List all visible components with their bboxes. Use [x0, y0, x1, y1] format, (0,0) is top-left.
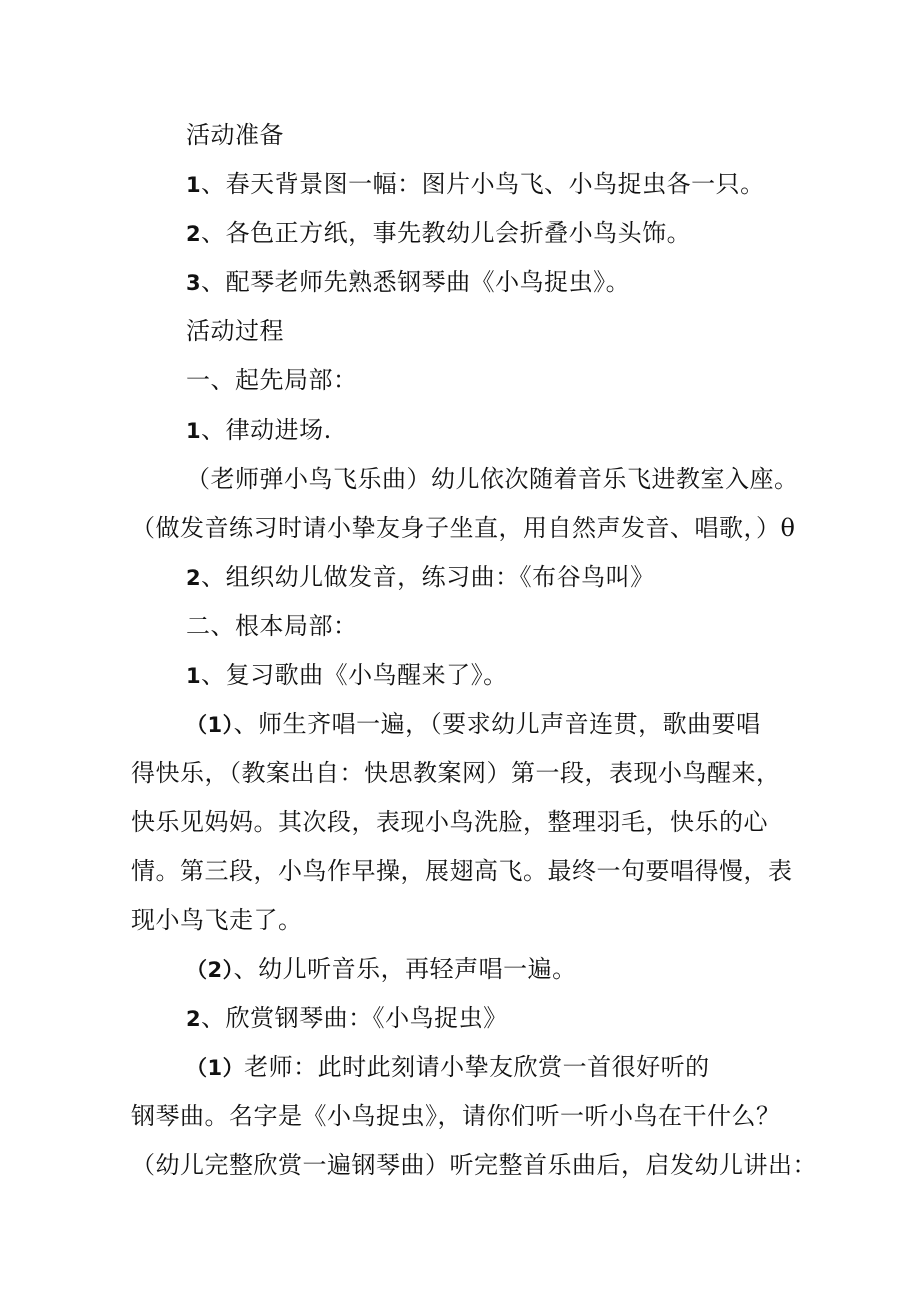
heading-activity-process: 活动过程 — [186, 317, 284, 345]
paragraph-sub-1-line-1: （1）、师生齐唱一遍，（要求幼儿声音连贯，歌曲要唱 — [186, 710, 761, 738]
paragraph-sub-1-line-3: 快乐见妈妈。其次段，表现小鸟洗脸，整理羽毛，快乐的心 — [131, 808, 768, 836]
paragraph-appreciate-piano: 2、欣赏钢琴曲：《小鸟捉虫》 — [186, 1004, 508, 1032]
paragraph-sub-2: （2）、幼儿听音乐，再轻声唱一遍。 — [186, 955, 577, 983]
heading-section-one: 一、起先局部： — [186, 366, 358, 394]
paragraph-sub-1-line-2: 得快乐，（教案出自：快思教案网）第一段，表现小鸟醒来， — [131, 759, 781, 787]
paragraph-step-2: 2、组织幼儿做发音，练习曲：《布谷鸟叫》 — [186, 563, 655, 591]
paragraph-prep-2: 2、各色正方纸，事先教幼儿会折叠小鸟头饰。 — [186, 219, 692, 247]
paragraph-teacher-plays: （老师弹小鸟飞乐曲）幼儿依次随着音乐飞进教室入座。 — [186, 465, 799, 493]
paragraph-prep-1: 1、春天背景图一幅：图片小鸟飞、小鸟捉虫各一只。 — [186, 170, 765, 198]
paragraph-teacher-line-2: 钢琴曲。名字是《小鸟捉虫》，请你们听一听小鸟在干什么？ — [131, 1102, 781, 1130]
paragraph-sub-1-line-4: 情。第三段，小鸟作早操，展翅高飞。最终一句要唱得慢，表 — [131, 857, 793, 885]
paragraph-step-1: 1、律动进场. — [186, 416, 332, 444]
paragraph-review-song: 1、复习歌曲《小鸟醒来了》。 — [186, 661, 508, 689]
paragraph-sub-1-line-5: 现小鸟飞走了。 — [131, 906, 303, 934]
heading-section-two: 二、根本局部： — [186, 612, 358, 640]
paragraph-vocal-note: （做发音练习时请小挚友身子坐直，用自然声发音、唱歌，）θ — [131, 514, 796, 542]
paragraph-prep-3: 3、配琴老师先熟悉钢琴曲《小鸟捉虫》。 — [186, 268, 631, 296]
paragraph-teacher-line-1: （1）老师：此时此刻请小挚友欣赏一首很好听的 — [186, 1053, 710, 1081]
heading-activity-preparation: 活动准备 — [186, 121, 284, 149]
paragraph-teacher-line-3: （幼儿完整欣赏一遍钢琴曲）听完整首乐曲后，启发幼儿讲出： — [131, 1151, 817, 1179]
